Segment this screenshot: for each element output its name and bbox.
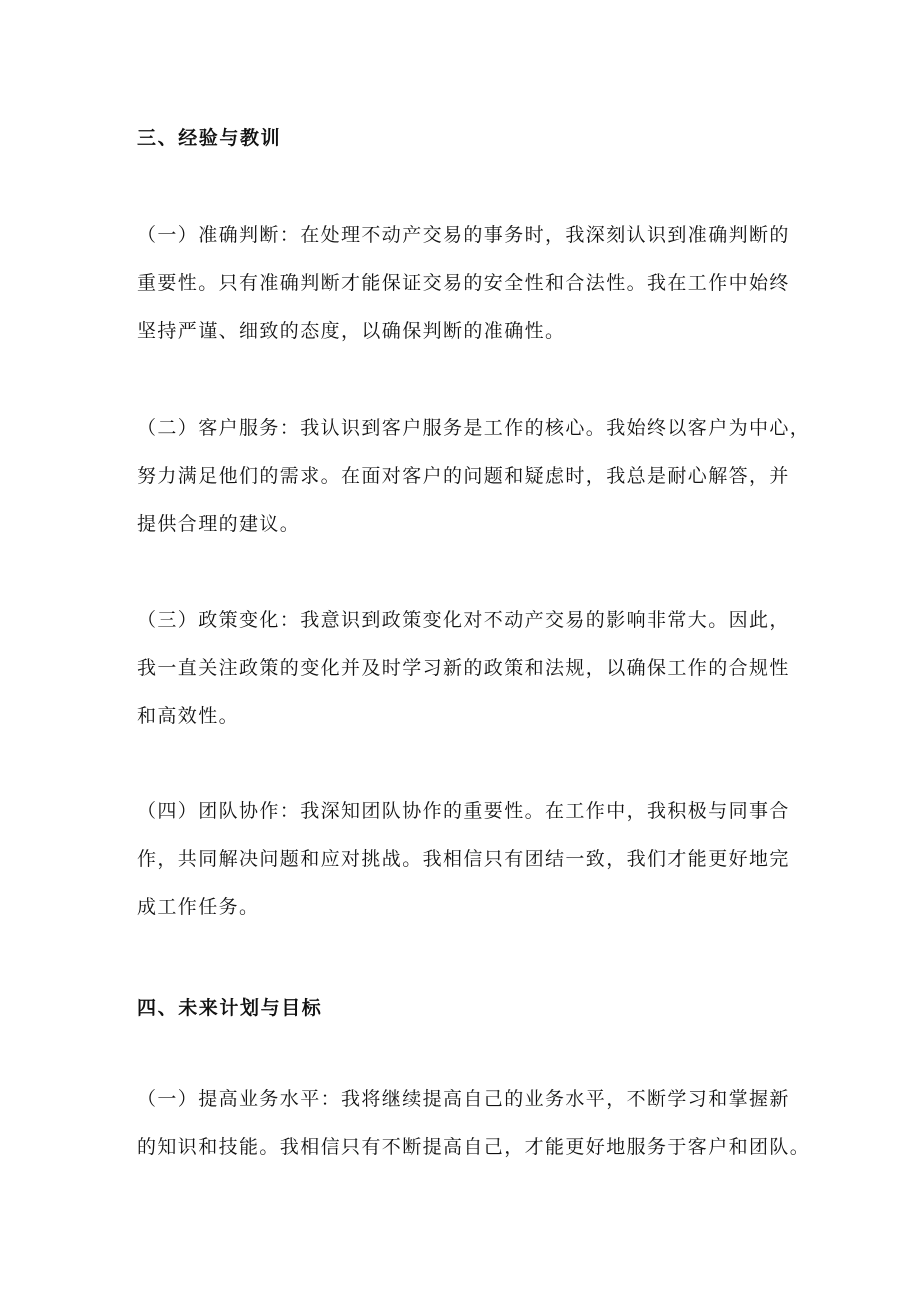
paragraph-line: 我一直关注政策的变化并及时学习新的政策和法规，以确保工作的合规性 (137, 657, 790, 679)
paragraph-line: （四）团队协作：我深知团队协作的重要性。在工作中，我积极与同事合 (137, 800, 790, 822)
section-heading-experience: 三、经验与教训 (137, 127, 282, 149)
paragraph-line: 重要性。只有准确判断才能保证交易的安全性和合法性。我在工作中始终 (137, 272, 790, 294)
paragraph-line: 成工作任务。 (137, 896, 260, 918)
section-heading-future-plans: 四、未来计划与目标 (137, 997, 323, 1019)
paragraph-line: （三）政策变化：我意识到政策变化对不动产交易的影响非常大。因此， (137, 609, 790, 631)
paragraph-line: （二）客户服务：我认识到客户服务是工作的核心。我始终以客户为中心， (137, 417, 811, 439)
paragraph-line: 作，共同解决问题和应对挑战。我相信只有团结一致，我们才能更好地完 (137, 848, 790, 870)
paragraph-line: （一）准确判断：在处理不动产交易的事务时，我深刻认识到准确判断的 (137, 224, 790, 246)
paragraph-line: 的知识和技能。我相信只有不断提高自己，才能更好地服务于客户和团队。 (137, 1136, 811, 1158)
paragraph-line: （一）提高业务水平：我将继续提高自己的业务水平，不断学习和掌握新 (137, 1088, 790, 1110)
paragraph-line: 和高效性。 (137, 705, 240, 727)
paragraph-line: 坚持严谨、细致的态度，以确保判断的准确性。 (137, 320, 566, 342)
paragraph-line: 努力满足他们的需求。在面对客户的问题和疑虑时，我总是耐心解答，并 (137, 465, 790, 487)
paragraph-line: 提供合理的建议。 (137, 513, 301, 535)
